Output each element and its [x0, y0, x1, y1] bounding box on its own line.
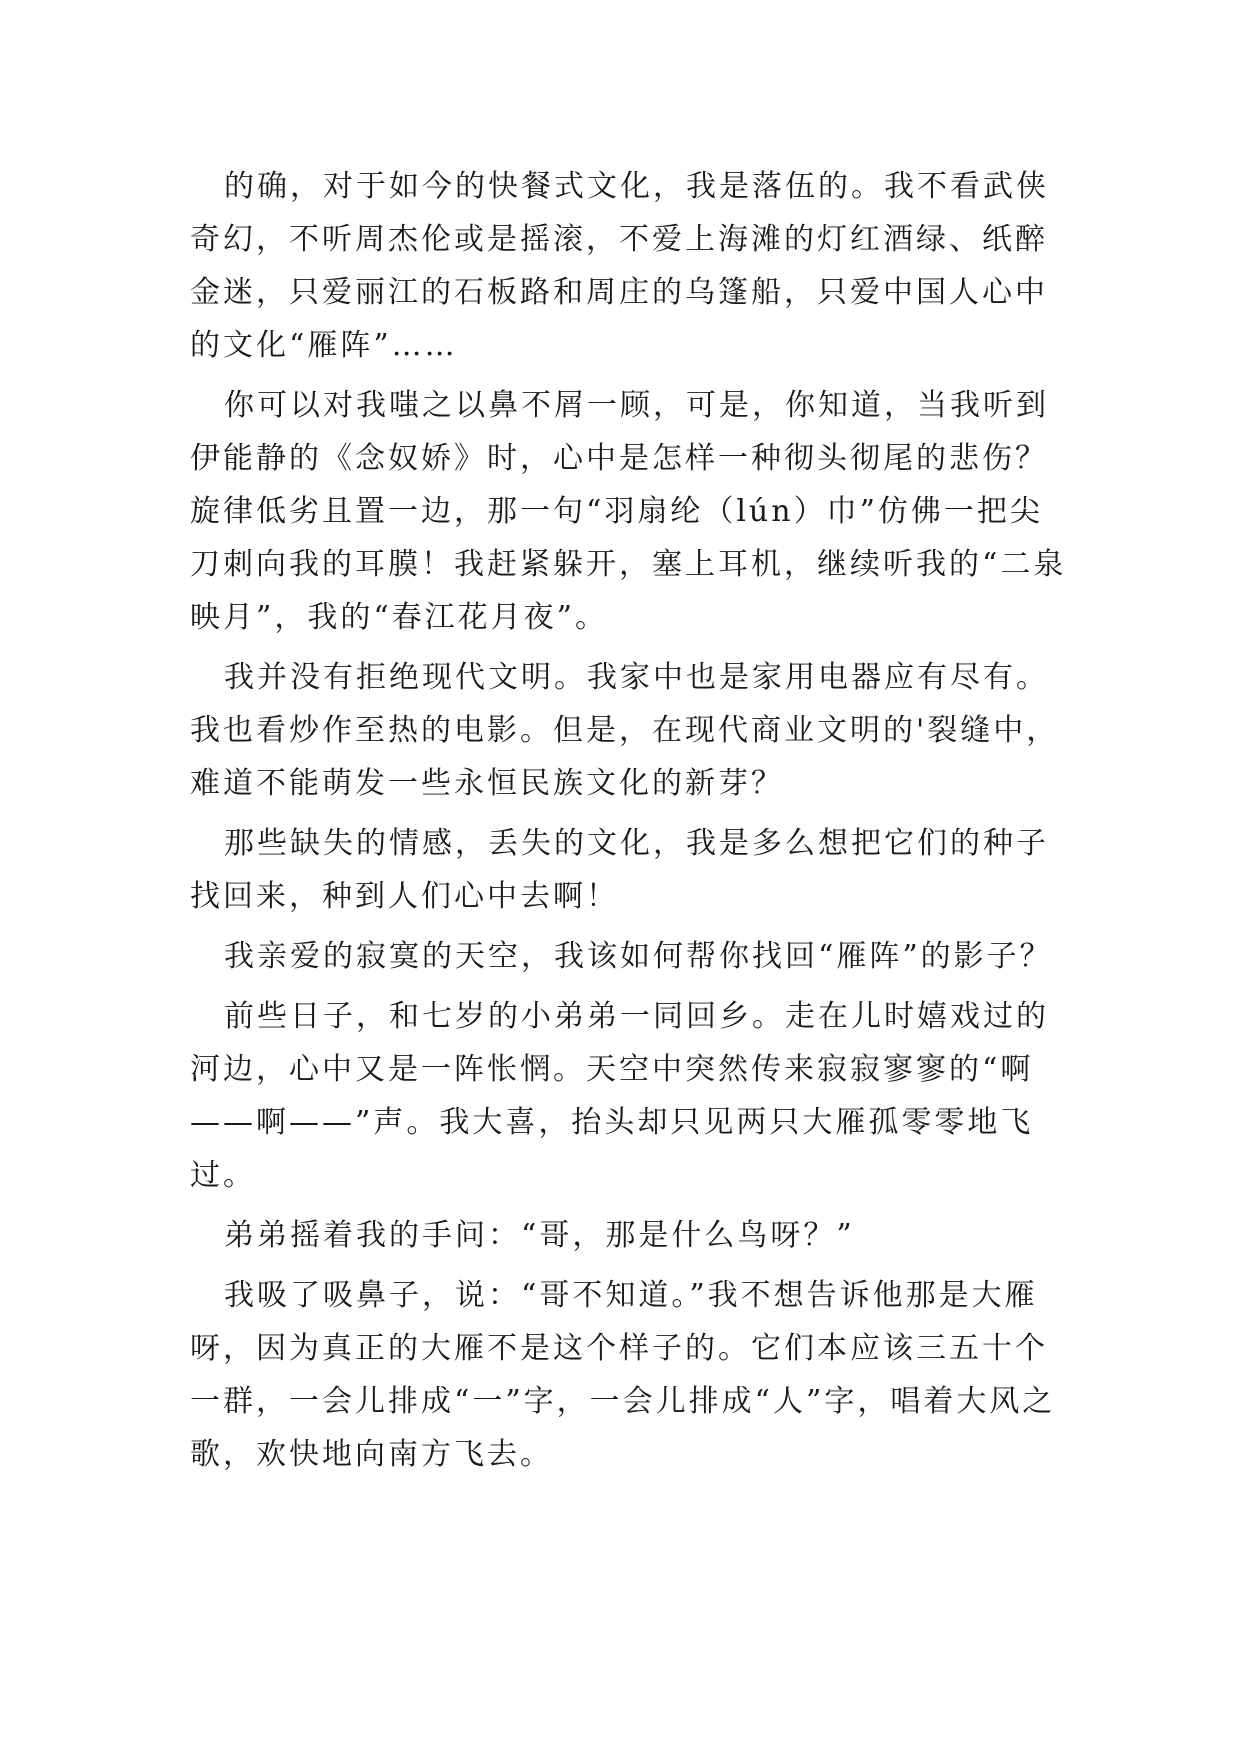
paragraph-6: 前些日子，和七岁的小弟弟一同回乡。走在儿时嬉戏过的河边，心中又是一阵怅惘。天空中突然传来寂寂寥寥的“啊——啊——”声。我大喜，抬头却只见两只大雁孤零零地飞过。	[190, 999, 1049, 1193]
paragraph-7: 弟弟摇着我的手问：“哥，那是什么鸟呀？”	[224, 1218, 855, 1253]
paragraph-5: 我亲爱的寂寞的天空，我该如何帮你找回“雁阵”的影子？	[224, 939, 1053, 974]
paragraph-3: 我并没有拒绝现代文明。我家中也是家用电器应有尽有。我也看炒作至热的电影。但是，在现代商业文明的'裂缝中，难道不能萌发一些永恒民族文化的新芽？	[190, 660, 1060, 801]
paragraph-8: 我吸了吸鼻子，说：“哥不知道。”我不想告诉他那是大雁呀，因为真正的大雁不是这个样子的。它们本应该三五十个一群，一会儿排成“一”字，一会儿排成“人”字，唱着大风之歌，欢快地向南方飞去。	[190, 1278, 1056, 1472]
paragraph-2: 你可以对我嗤之以鼻不屑一顾，可是，你知道，当我听到伊能静的《念奴娇》时，心中是怎样一种彻头彻尾的悲伤？旋律低劣且置一边，那一句“羽扇纶（lún）巾”仿佛一把尖刀刺向我的耳膜！我赶紧躲开，塞上耳机，继续听我的“二泉映月”，我的“春江花月夜”。	[190, 388, 1067, 635]
essay-body	[190, 160, 1070, 1488]
paragraph-1: 的确，对于如今的快餐式文化，我是落伍的。我不看武侠奇幻，不听周杰伦或是摇滚，不爱上海滩的灯红酒绿、纸醉金迷，只爱丽江的石板路和周庄的乌篷船，只爱中国人心中的文化“雁阵”……	[190, 169, 1049, 363]
paragraph-4: 那些缺失的情感，丢失的文化，我是多么想把它们的种子找回来，种到人们心中去啊！	[190, 826, 1049, 914]
